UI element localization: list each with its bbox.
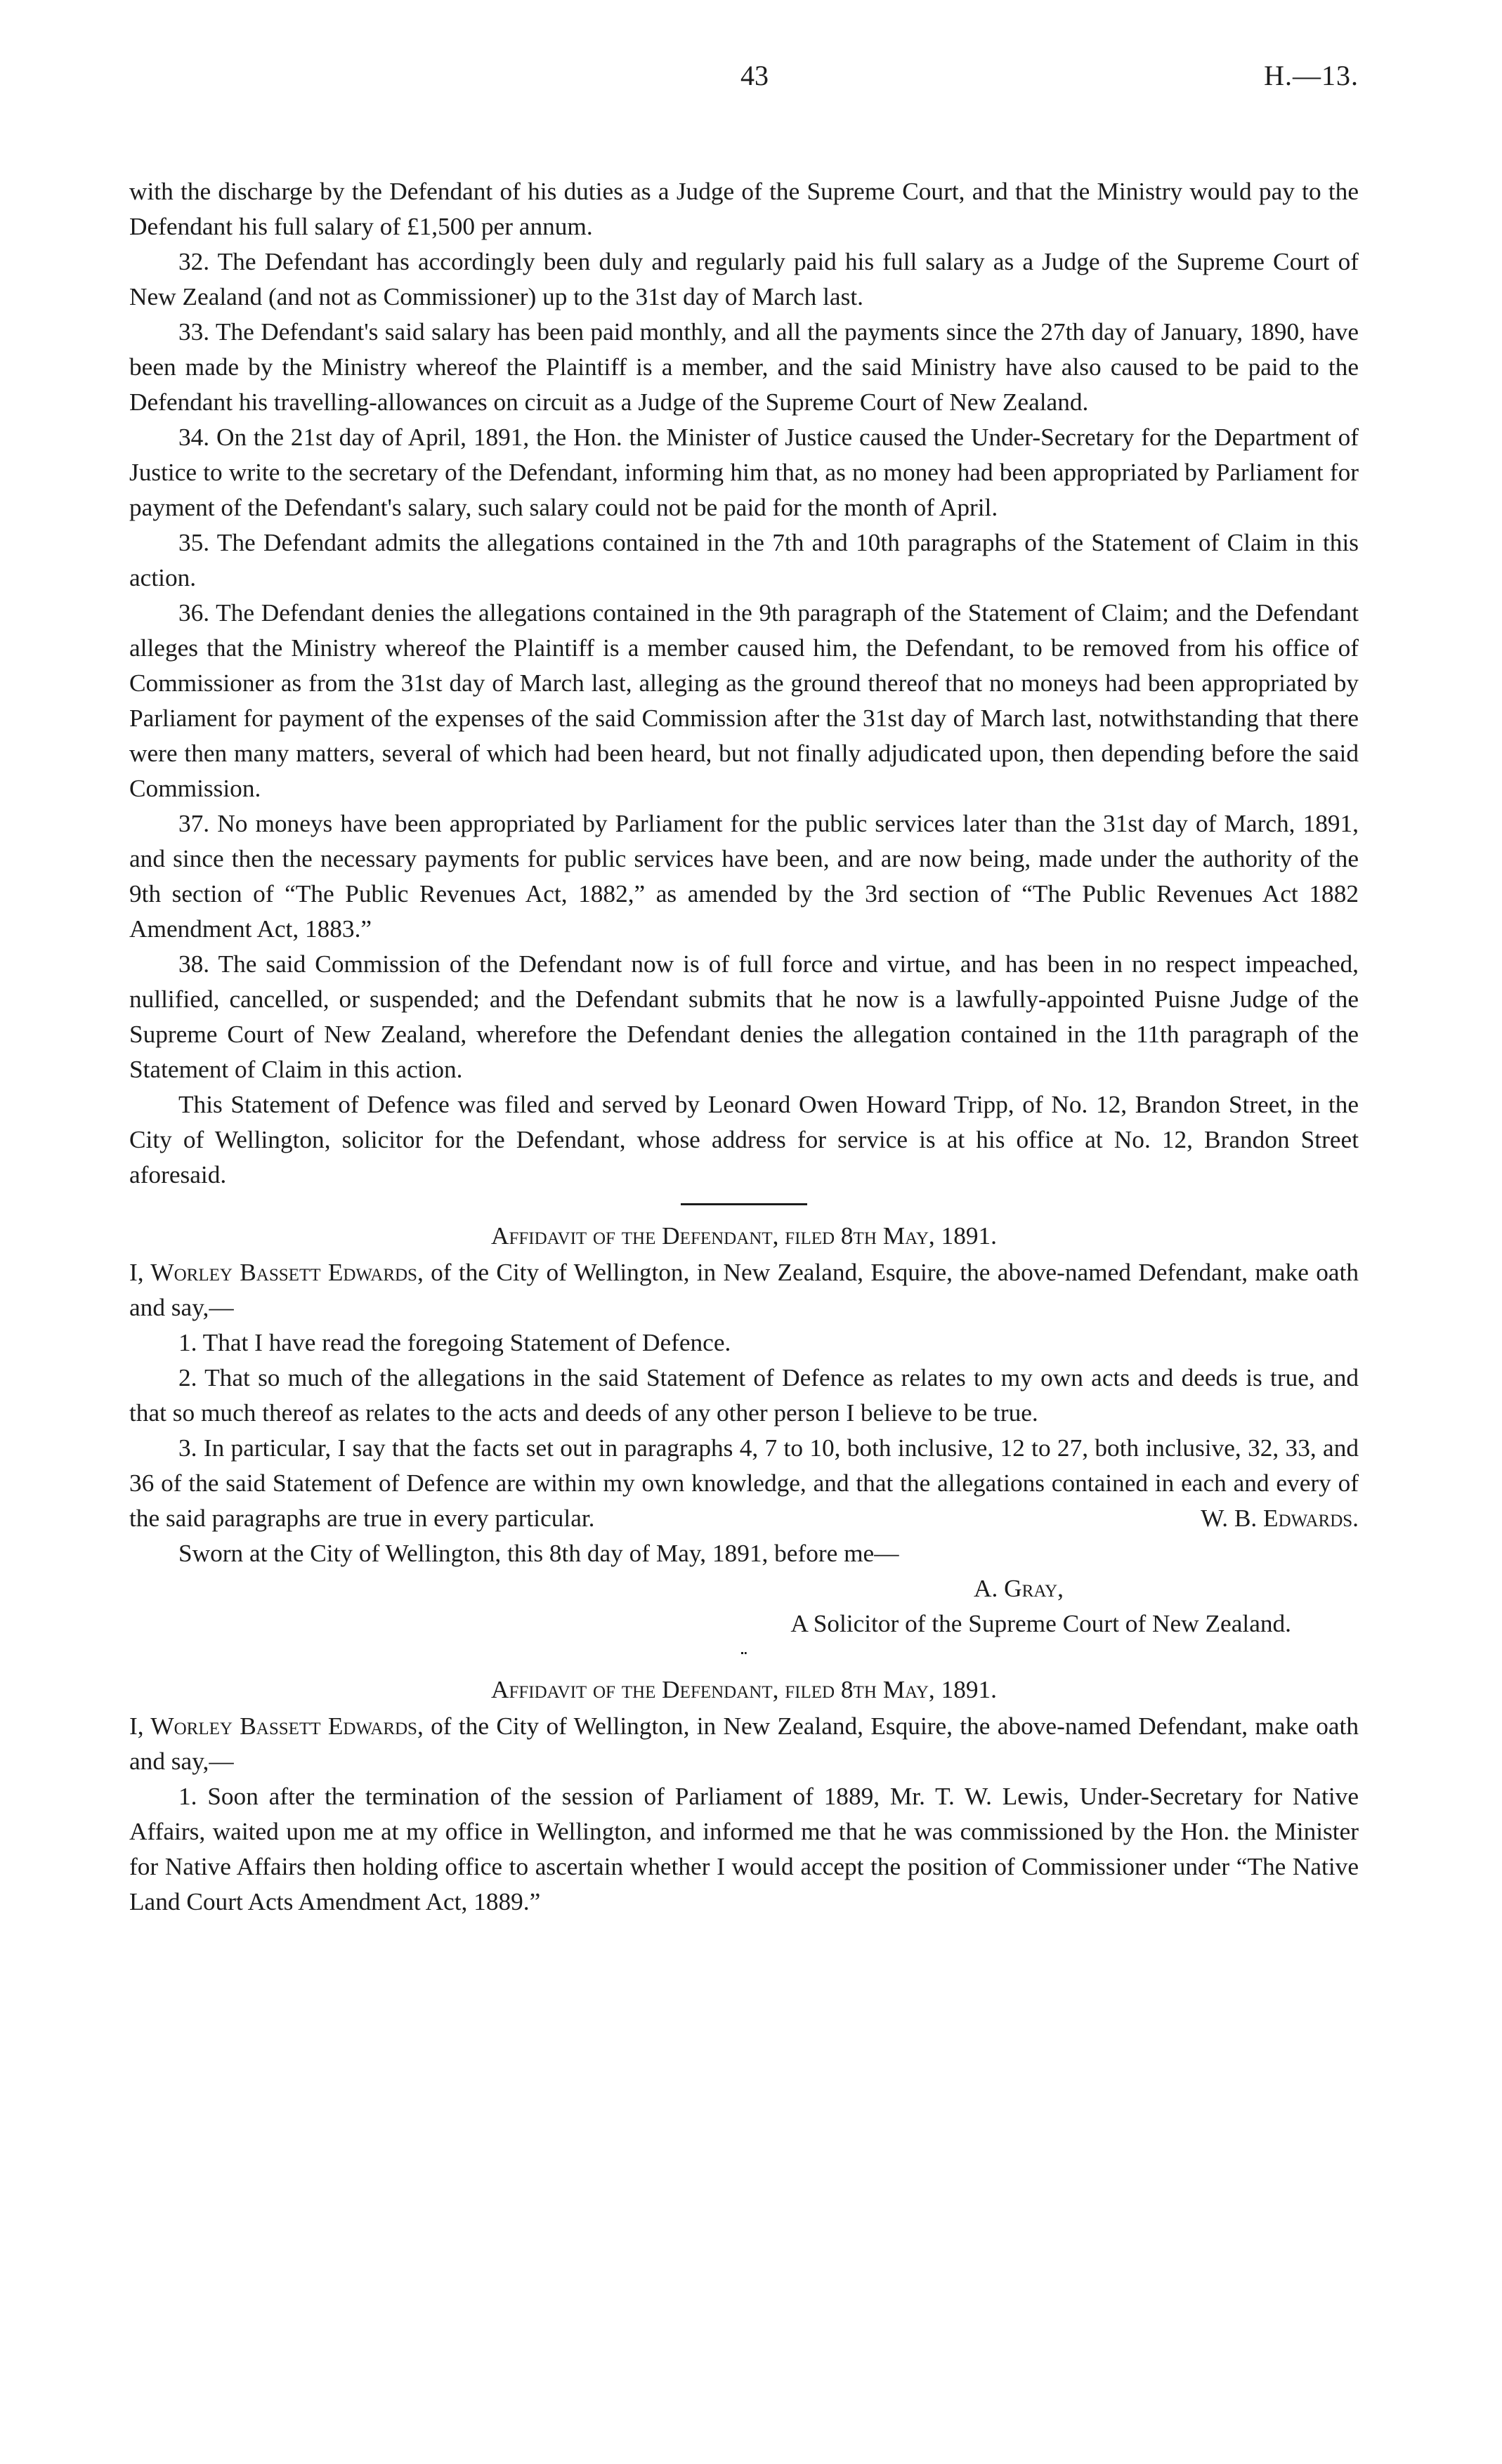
witness-name: A. Gray, xyxy=(974,1575,1064,1602)
page-number: 43 xyxy=(740,60,769,91)
paragraph-33: 33. The Defendant's said salary has been paid monthly, and all the payments since the 27th day of January, 1890, have been made by the Ministry whereof the Plaintiff is a member, and the said Ministry have also caused to be paid to the Defendant his travelling-allowances on circuit as a Judge of the Supreme Court of New Zealand. xyxy=(129,318,1359,416)
affidavit-1-item-3-text: 3. In particular, I say that the facts set out in paragraphs 4, 7 to 10, both inclusive, 12 to 27, both inclusive, 32, 33, and 36 of the said Statement of Defence are within my own knowledge, and that the allegations contained in each and every of the said paragraphs are true in every particular. xyxy=(129,1434,1359,1532)
deponent-signature: W. B. Edwards. xyxy=(1201,1505,1359,1532)
affidavit-1-item-3 xyxy=(129,1431,1359,1536)
affidavit-1-heading: Affidavit of the Defendant, filed 8th May, 1891. xyxy=(491,1222,997,1250)
paragraph-35: 35. The Defendant admits the allegations contained in the 7th and 10th paragraphs of the Statement of Claim in this action. xyxy=(129,529,1359,591)
affidavit-1-intro-text: of the City of Wellington, in New Zealand, Esquire, the above-named Defendant, make oath and say,— xyxy=(129,1259,1359,1321)
deponent-name: I, Worley Bassett Edwards, xyxy=(129,1259,424,1286)
paragraph-32: 32. The Defendant has accordingly been duly and regularly paid his full salary as a Judge of the Supreme Court of New Zealand (and not as Commissioner) up to the 31st day of March last. xyxy=(129,248,1359,310)
paragraph-34: 34. On the 21st day of April, 1891, the Hon. the Minister of Justice caused the Under-Secretary for the Department of Justice to write to the secretary of the Defendant, informing him that, as no money had been appropriated by Parliament for payment of the Defendant's salary, such salary could not be paid for the month of April. xyxy=(129,424,1359,521)
page-header xyxy=(129,59,1359,108)
paper-reference: H.—13. xyxy=(1264,60,1359,91)
section-divider xyxy=(681,1203,807,1205)
paragraph-36: 36. The Defendant denies the allegations contained in the 9th paragraph of the Statement of Claim; and the Defendant alleges that the Ministry whereof the Plaintiff is a member caused him, the Defendant, to be removed from his office of Commissioner as from the 31st day of March last, alleging as the ground thereof that no moneys had been appropriated by Parliament for payment of the expenses of the said Commission after the 31st day of March last, notwithstanding that there were then many matters, several of which had been heard, but not finally adjudicated upon, then depending before the said Commission. xyxy=(129,599,1359,802)
deponent-name-2: I, Worley Bassett Edwards, xyxy=(129,1712,424,1740)
sworn-statement: Sworn at the City of Wellington, this 8th day of May, 1891, before me— xyxy=(178,1540,899,1567)
affidavit-1-item-2: 2. That so much of the allegations in the said Statement of Defence as relates to my own acts and deeds is true, and that so much thereof as relates to the acts and deeds of any other person I believe to be true. xyxy=(129,1364,1359,1427)
affidavit-2-heading: Affidavit of the Defendant, filed 8th May, 1891. xyxy=(491,1676,997,1703)
section-divider-dot xyxy=(741,1652,747,1654)
filing-note: This Statement of Defence was filed and served by Leonard Owen Howard Tripp, of No. 12, Brandon Street, in the City of Wellington, solicitor for the Defendant, whose address for service is at his office at No. 12, Brandon Street aforesaid. xyxy=(129,1091,1359,1188)
affidavit-2-intro-text: of the City of Wellington, in New Zealand, Esquire, the above-named Defendant, make oath and say,— xyxy=(129,1712,1359,1775)
paragraph-37: 37. No moneys have been appropriated by Parliament for the public services later than the 31st day of March, 1891, and since then the necessary payments for public services have been, and are now being, made under the authority of the 9th section of “The Public Revenues Act, 1882,” as amended by the 3rd section of “The Public Revenues Act 1882 Amendment Act, 1883.” xyxy=(129,810,1359,943)
affidavit-1-intro xyxy=(129,1255,1359,1325)
continuation-paragraph: with the discharge by the Defendant of his duties as a Judge of the Supreme Court, and that the Ministry would pay to the Defendant his full salary of £1,500 per annum. xyxy=(129,178,1359,240)
witness-title: A Solicitor of the Supreme Court of New Zealand. xyxy=(790,1610,1291,1637)
affidavit-1-item-1: 1. That I have read the foregoing Statement of Defence. xyxy=(178,1329,731,1356)
affidavit-2-item-1: 1. Soon after the termination of the session of Parliament of 1889, Mr. T. W. Lewis, Under-Secretary for Native Affairs, waited upon me at my office in Wellington, and informed me that he was commissioned by the Hon. the Minister for Native Affairs then holding office to ascertain whether I would accept the position of Commissioner under “The Native Land Court Acts Amendment Act, 1889.” xyxy=(129,1783,1359,1915)
affidavit-2-intro xyxy=(129,1709,1359,1779)
paragraph-38: 38. The said Commission of the Defendant now is of full force and virtue, and has been in no respect impeached, nullified, cancelled, or suspended; and the Defendant submits that he now is a lawfully-appointed Puisne Judge of the Supreme Court of New Zealand, wherefore the Defendant denies the allegation contained in the 11th paragraph of the Statement of Claim in this action. xyxy=(129,950,1359,1083)
document-body xyxy=(129,174,1359,1920)
